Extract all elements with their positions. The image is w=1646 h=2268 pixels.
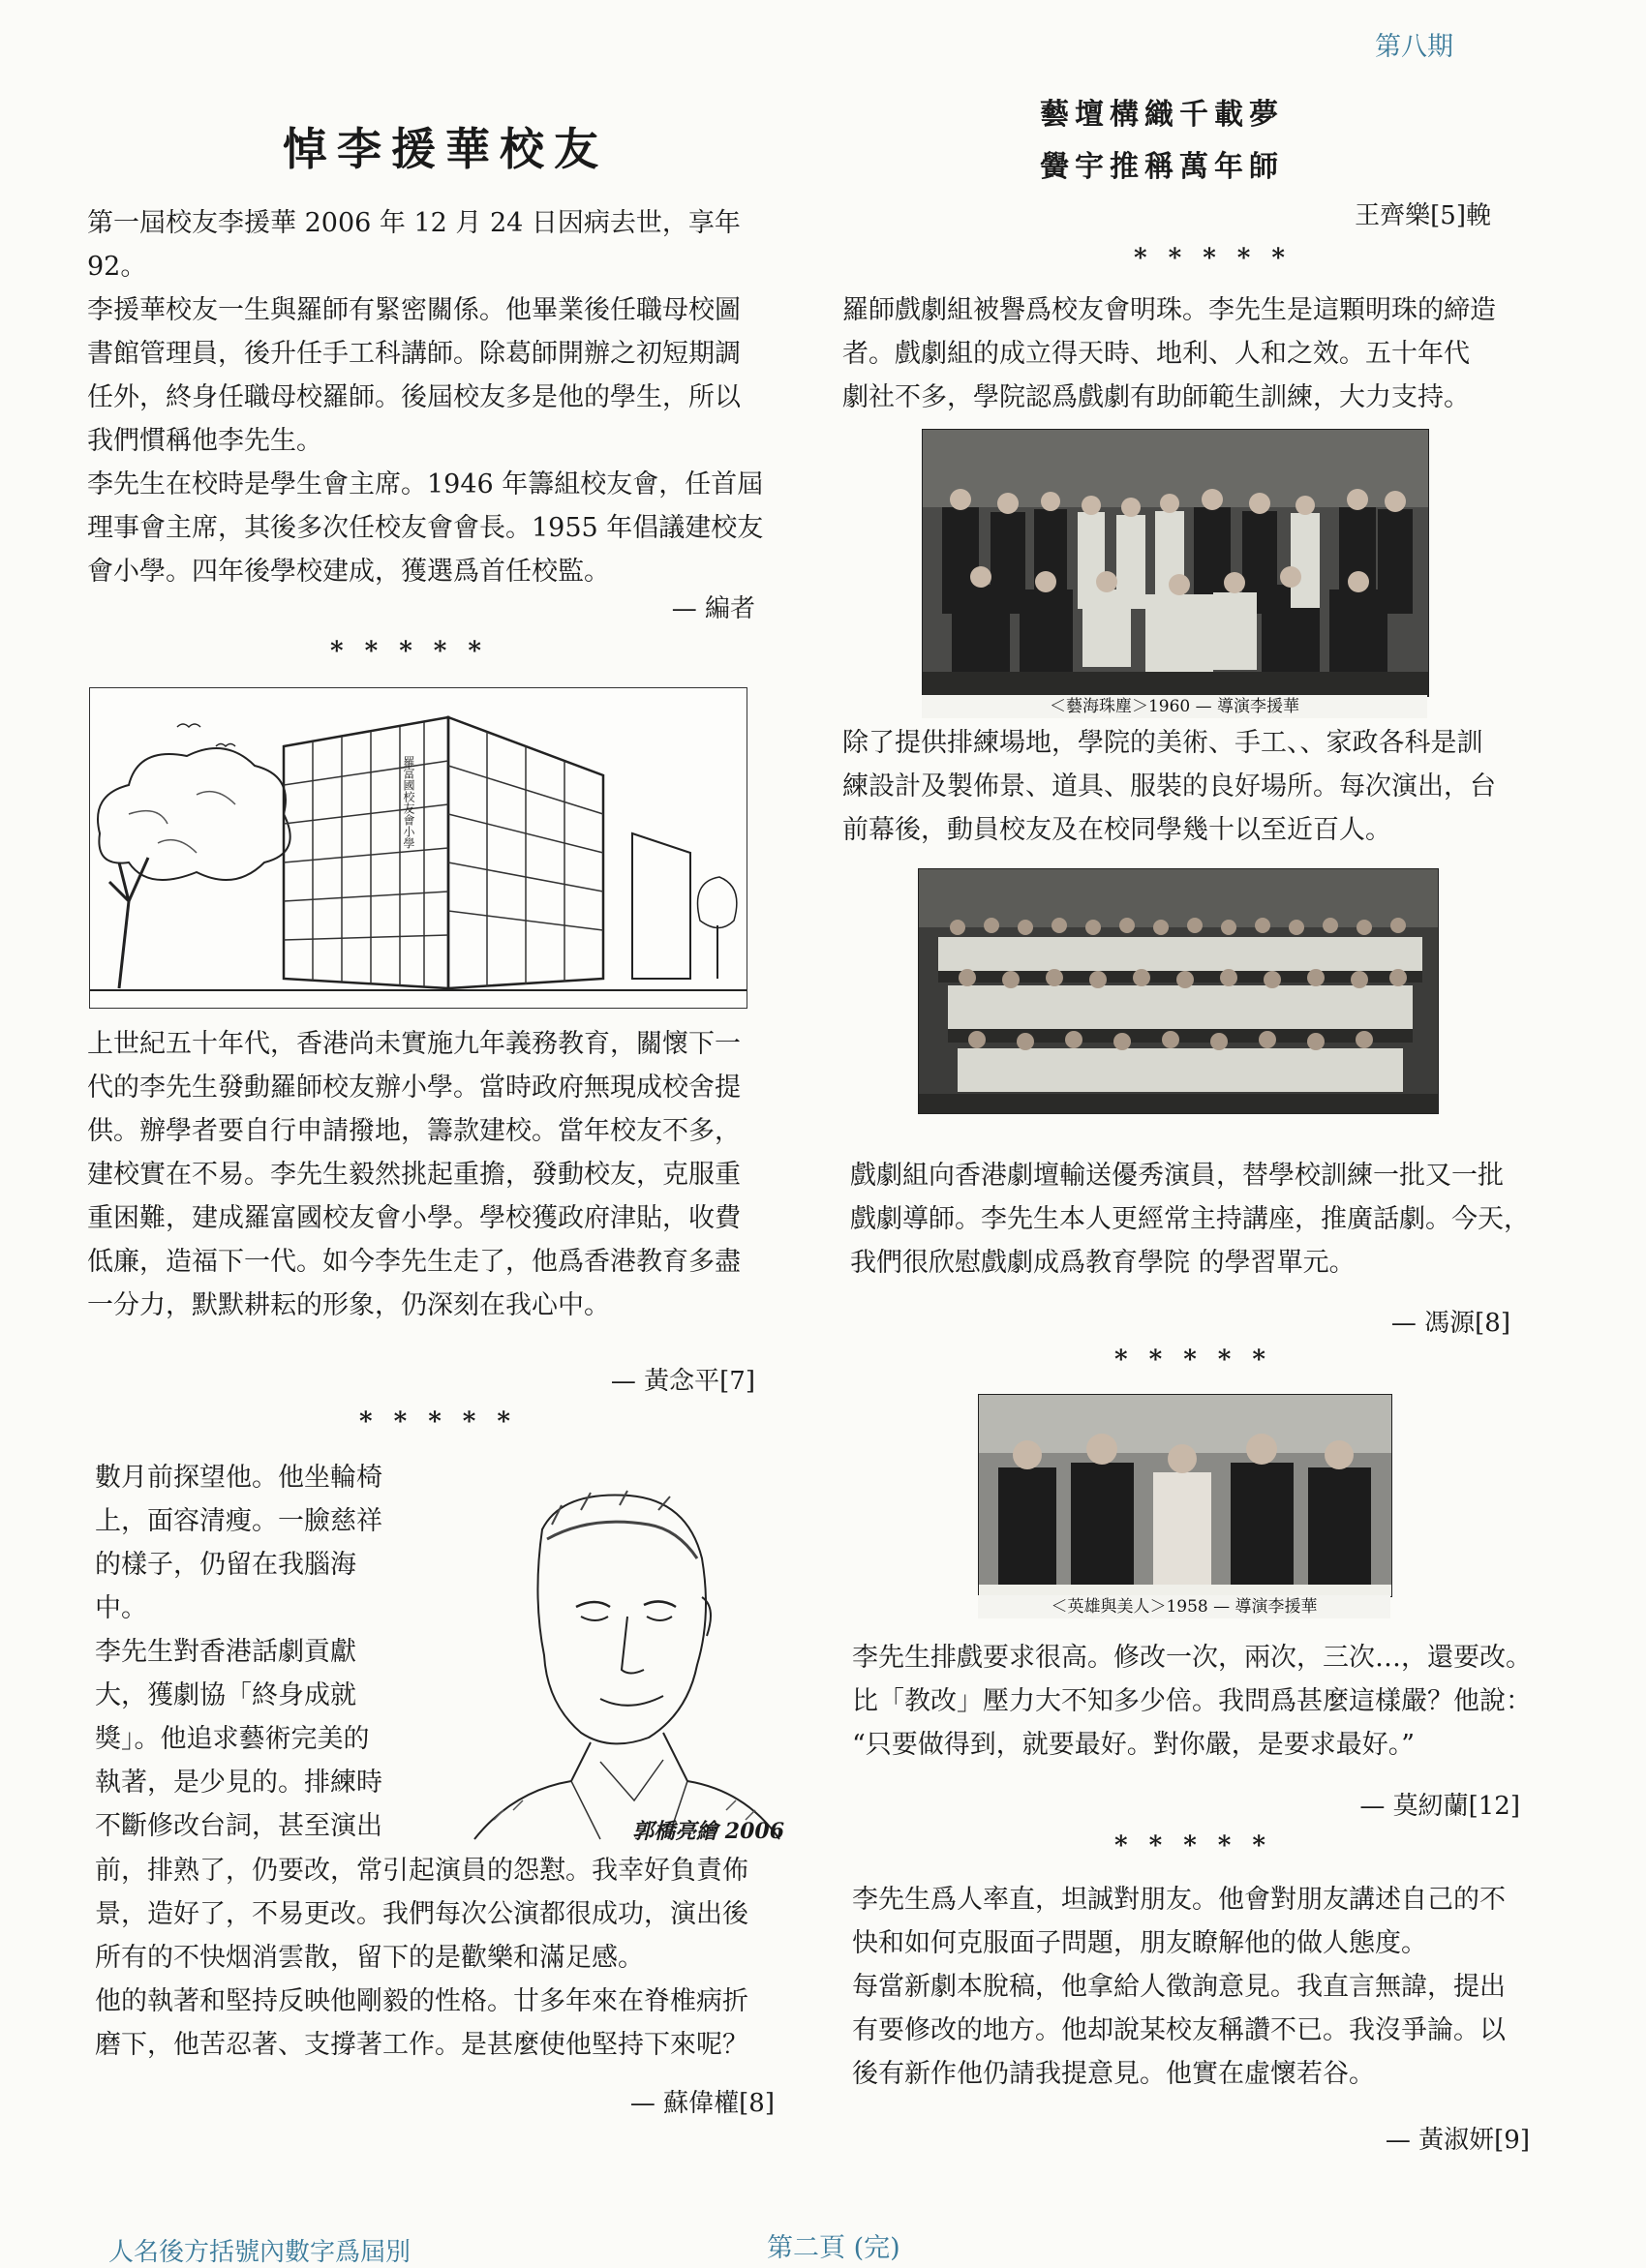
- school-signature: — 黃念平[7]: [610, 1367, 755, 1396]
- text-line: 景，造好了，不易更改。我們每次公演都很成功，演出後: [95, 1899, 748, 1929]
- text-line: 快和如何克服面子問題，朋友瞭解他的做人態度。: [852, 1928, 1427, 1958]
- portrait-sketch: [455, 1471, 784, 1859]
- couplet-signature: 王齊樂[5]輓: [1355, 201, 1491, 230]
- issue-number: 第八期: [1375, 32, 1453, 62]
- character-signature: — 黃淑妍[9]: [1385, 2126, 1530, 2155]
- text-line: 前，排熟了，仍要改，常引起演員的怨懟。我幸好負責佈: [95, 1856, 748, 1886]
- drama-text-3: [850, 1154, 1547, 1285]
- text-line: 練設計及製佈景、道具、服裝的良好場所。每次演出，台: [842, 771, 1496, 801]
- school-building-sketch: [89, 687, 747, 1009]
- character-text: [852, 1878, 1549, 2096]
- drama-group-photo: [918, 868, 1439, 1114]
- text-line: 前幕後，動員校友及在校同學幾十以至近百人。: [842, 815, 1391, 845]
- text-line: 戲劇導師。李先生本人更經常主持講座，推廣話劇。今天，: [850, 1204, 1530, 1234]
- text-line: 我們慣稱他李先生。: [87, 426, 322, 456]
- couplet-line: 藝壇構織千載夢: [1040, 98, 1284, 132]
- text-line: 李先生爲人率直，坦誠對朋友。他會對朋友講述自己的不: [852, 1885, 1506, 1915]
- text-line: 所有的不快烟消雲散，留下的是歡樂和滿足感。: [95, 1943, 644, 1973]
- text-line: 低廉，造福下一代。如今李先生走了，他爲香港教育多盡: [87, 1247, 741, 1277]
- rehearsal-text: [852, 1636, 1549, 1767]
- text-line: 戲劇組向香港劇壇輸送優秀演員，替學校訓練一批又一批: [850, 1161, 1504, 1191]
- text-line: 李先生在校時是學生會主席。1946 年籌組校友會，任首屆: [87, 469, 764, 499]
- photo-caption: ＜藝海珠塵＞1960 — 導演李援華: [922, 695, 1427, 718]
- drama-text-2: [842, 721, 1539, 852]
- text-line: 一分力，默默耕耘的形象，仍深刻在我心中。: [87, 1290, 610, 1320]
- text-line: 他的執著和堅持反映他剛毅的性格。廿多年來在脊椎病折: [95, 1986, 748, 2016]
- page-number: 第二頁 (完): [767, 2233, 900, 2263]
- elegy-couplet: [978, 89, 1346, 194]
- text-line: 除了提供排練場地，學院的美術、手工、、家政各科是訓: [842, 728, 1483, 758]
- text-line: 李援華校友一生與羅師有緊密關係。他畢業後任職母校圖: [87, 295, 741, 325]
- text-line: 供。辦學者要自行申請撥地，籌款建校。當年校友不多，: [87, 1116, 741, 1146]
- text-line: 會小學。四年後學校建成，獲選爲首任校監。: [87, 557, 610, 587]
- section-divider: *****: [359, 1407, 532, 1436]
- text-line: 後有新作他仍請我提意見。他實在虛懷若谷。: [852, 2059, 1375, 2089]
- text-line: 理事會主席，其後多次任校友會會長。1955 年倡議建校友: [87, 513, 764, 543]
- portrait-artist-signature: 郭橋亮繪 2006: [632, 1819, 784, 1844]
- drama-text: [842, 288, 1539, 419]
- building-sign: 羅富國校友會小學: [402, 756, 415, 849]
- text-line: “只要做得到，就要最好。對你嚴，是要求最好。”: [852, 1730, 1416, 1760]
- text-line: 上世紀五十年代，香港尚未實施九年義務教育，關懷下一: [87, 1029, 741, 1059]
- text-line: 的樣子，仍留在我腦海: [95, 1550, 356, 1580]
- text-line: 第一屆校友李援華 2006 年 12 月 24 日因病去世，享年 92。: [87, 208, 741, 282]
- section-divider: *****: [1134, 244, 1306, 273]
- school-text: [87, 1022, 784, 1327]
- text-line: 上，面容清瘦。一臉慈祥: [95, 1506, 382, 1536]
- text-line: 中。: [95, 1593, 147, 1623]
- visit-text-narrow: [95, 1456, 414, 1848]
- text-line: 任外，終身任職母校羅師。後屆校友多是他的學生，所以: [87, 382, 741, 412]
- text-line: 獎」。他追求藝術完美的: [95, 1724, 370, 1754]
- drama-signature: — 馮源[8]: [1390, 1309, 1510, 1338]
- footer-note: 人名後方括號內數字爲屆別: [108, 2238, 412, 2267]
- drama-group-photo-1960: [922, 429, 1429, 697]
- visit-signature: — 蘇偉權[8]: [629, 2089, 775, 2118]
- drama-cast-photo-1958: [978, 1394, 1392, 1597]
- page-title: 悼李援華校友: [283, 123, 608, 175]
- text-line: 代的李先生發動羅師校友辦小學。當時政府無現成校舍提: [87, 1073, 741, 1103]
- text-line: 數月前探望他。他坐輪椅: [95, 1463, 382, 1493]
- text-line: 每當新劇本脫稿，他拿給人徵詢意見。我直言無諱，提出: [852, 1972, 1506, 2002]
- text-line: 執著，是少見的。排練時: [95, 1768, 382, 1798]
- text-line: 我們很欣慰戲劇成爲教育學院 的學習單元。: [850, 1248, 1356, 1278]
- text-line: 羅師戲劇組被譽爲校友會明珠。李先生是這顆明珠的締造: [842, 295, 1496, 325]
- text-line: 劇社不多，學院認爲戲劇有助師範生訓練，大力支持。: [842, 382, 1470, 412]
- section-divider: *****: [330, 637, 503, 666]
- text-line: 者。戲劇組的成立得天時、地利、人和之效。五十年代: [842, 339, 1470, 369]
- intro-text: [87, 201, 784, 593]
- text-line: 李先生排戲要求很高。修改一次，兩次，三次…，還要改。: [852, 1643, 1532, 1673]
- text-line: 有要修改的地方。他却說某校友稱讚不已。我沒爭論。以: [852, 2015, 1506, 2045]
- intro-signature: — 編者: [671, 594, 755, 623]
- section-divider: *****: [1114, 1346, 1287, 1375]
- visit-text-wide: [95, 1849, 792, 2067]
- rehearsal-signature: — 莫紉蘭[12]: [1359, 1792, 1520, 1821]
- text-line: 大，獲劇協「終身成就: [95, 1680, 356, 1710]
- section-divider: *****: [1114, 1831, 1287, 1860]
- text-line: 磨下，他苦忍著、支撐著工作。是甚麼使他堅持下來呢？: [95, 2030, 748, 2060]
- text-line: 書館管理員，後升任手工科講師。除葛師開辦之初短期調: [87, 339, 741, 369]
- photo-caption: ＜英雄與美人＞1958 — 導演李援華: [978, 1595, 1390, 1618]
- text-line: 比「教改」壓力大不知多少倍。我問爲甚麼這樣嚴？他說：: [852, 1686, 1532, 1716]
- couplet-line: 黌宇推稱萬年師: [1040, 150, 1284, 184]
- text-line: 重困難，建成羅富國校友會小學。學校獲政府津貼，收費: [87, 1203, 741, 1233]
- text-line: 不斷修改台詞，甚至演出: [95, 1811, 382, 1841]
- text-line: 李先生對香港話劇貢獻: [95, 1637, 356, 1667]
- text-line: 建校實在不易。李先生毅然挑起重擔，發動校友，克服重: [87, 1160, 741, 1190]
